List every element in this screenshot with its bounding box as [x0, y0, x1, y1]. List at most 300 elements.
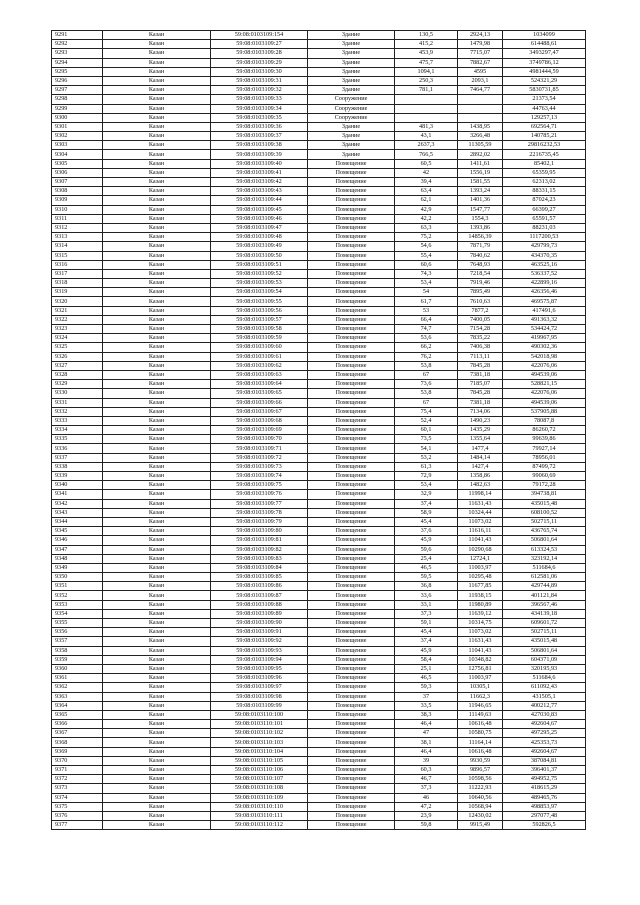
cadastral-number-cell: 59:08:0103110:100: [211, 710, 308, 719]
cadastral-number-cell: 59:08:0103109:68: [211, 416, 308, 425]
specific-value-cell: [458, 104, 503, 113]
object-type-cell: Помещение: [308, 444, 395, 453]
area-cell: 60,1: [395, 426, 458, 435]
area-cell: 58,4: [395, 655, 458, 664]
object-type-cell: Здание: [308, 122, 395, 131]
cadastral-number-cell: 59:08:0103109:53: [211, 279, 308, 288]
area-cell: 76,2: [395, 352, 458, 361]
object-type-cell: Помещение: [308, 168, 395, 177]
municipality-cell: Казан: [103, 784, 211, 793]
specific-value-cell: 11998,14: [458, 490, 503, 499]
specific-value-cell: 1438,95: [458, 122, 503, 131]
cadastral-value-cell: 429744,89: [503, 582, 586, 591]
table-row: [52, 481, 586, 490]
object-type-cell: Здание: [308, 49, 395, 58]
row-number-cell: 9340: [52, 481, 103, 490]
cadastral-number-cell: 59:08:0103109:32: [211, 86, 308, 95]
table-row: [52, 334, 586, 343]
area-cell: 23,9: [395, 811, 458, 820]
specific-value-cell: 11305,59: [458, 141, 503, 150]
municipality-cell: Казан: [103, 398, 211, 407]
row-number-cell: 9370: [52, 756, 103, 765]
object-type-cell: Помещение: [308, 196, 395, 205]
table-row: [52, 472, 586, 481]
cadastral-value-cell: 86260,72: [503, 426, 586, 435]
specific-value-cell: 10598,56: [458, 775, 503, 784]
object-type-cell: Помещение: [308, 481, 395, 490]
row-number-cell: 9333: [52, 416, 103, 425]
area-cell: 42: [395, 168, 458, 177]
object-type-cell: Помещение: [308, 664, 395, 673]
row-number-cell: 9291: [52, 31, 103, 40]
table-row: [52, 95, 586, 104]
area-cell: 59,8: [395, 821, 458, 830]
cadastral-value-cell: 604371,09: [503, 655, 586, 664]
cadastral-number-cell: 59:08:0103109:69: [211, 426, 308, 435]
row-number-cell: 9314: [52, 242, 103, 251]
object-type-cell: Помещение: [308, 536, 395, 545]
specific-value-cell: 11041,43: [458, 646, 503, 655]
table-row: [52, 646, 586, 655]
table-row: [52, 453, 586, 462]
area-cell: 25,1: [395, 664, 458, 673]
table-row: [52, 811, 586, 820]
municipality-cell: Казан: [103, 490, 211, 499]
table-row: [52, 674, 586, 683]
cadastral-number-cell: 59:08:0103110:112: [211, 821, 308, 830]
cadastral-value-cell: 1117200,53: [503, 233, 586, 242]
object-type-cell: Помещение: [308, 517, 395, 526]
specific-value-cell: 11003,97: [458, 563, 503, 572]
specific-value-cell: 1411,61: [458, 159, 503, 168]
row-number-cell: 9337: [52, 453, 103, 462]
municipality-cell: Казан: [103, 380, 211, 389]
cadastral-number-cell: 59:08:0103109:55: [211, 297, 308, 306]
row-number-cell: 9347: [52, 545, 103, 554]
municipality-cell: Казан: [103, 692, 211, 701]
row-number-cell: 9365: [52, 710, 103, 719]
object-type-cell: Помещение: [308, 527, 395, 536]
area-cell: 75,2: [395, 233, 458, 242]
area-cell: 59,3: [395, 683, 458, 692]
table-row: [52, 86, 586, 95]
area-cell: 46,5: [395, 674, 458, 683]
table-row: [52, 573, 586, 582]
specific-value-cell: 1358,86: [458, 472, 503, 481]
table-row: [52, 802, 586, 811]
table-row: [52, 701, 586, 710]
area-cell: 47: [395, 729, 458, 738]
specific-value-cell: 7882,67: [458, 58, 503, 67]
cadastral-value-cell: 511684,6: [503, 674, 586, 683]
cadastral-number-cell: 59:08:0103109:74: [211, 472, 308, 481]
object-type-cell: Помещение: [308, 600, 395, 609]
municipality-cell: Казан: [103, 49, 211, 58]
cadastral-number-cell: 59:08:0103109:91: [211, 628, 308, 637]
cadastral-number-cell: 59:08:0103109:67: [211, 407, 308, 416]
cadastral-value-cell: 417491,6: [503, 306, 586, 315]
object-type-cell: Помещение: [308, 178, 395, 187]
row-number-cell: 9304: [52, 150, 103, 159]
row-number-cell: 9329: [52, 380, 103, 389]
row-number-cell: 9341: [52, 490, 103, 499]
row-number-cell: 9363: [52, 692, 103, 701]
cadastral-value-cell: 99639,86: [503, 435, 586, 444]
municipality-cell: Казан: [103, 315, 211, 324]
cadastral-value-cell: 387084,81: [503, 756, 586, 765]
row-number-cell: 9308: [52, 187, 103, 196]
area-cell: 53,8: [395, 389, 458, 398]
row-number-cell: 9331: [52, 398, 103, 407]
cadastral-value-cell: 78087,8: [503, 416, 586, 425]
area-cell: 43,1: [395, 132, 458, 141]
municipality-cell: Казан: [103, 527, 211, 536]
cadastral-value-cell: 422076,06: [503, 389, 586, 398]
area-cell: 59,5: [395, 573, 458, 582]
area-cell: 37,3: [395, 609, 458, 618]
cadastral-number-cell: 59:08:0103109:95: [211, 664, 308, 673]
object-type-cell: Помещение: [308, 591, 395, 600]
table-row: [52, 187, 586, 196]
area-cell: 63,4: [395, 187, 458, 196]
row-number-cell: 9316: [52, 260, 103, 269]
specific-value-cell: 4595: [458, 67, 503, 76]
specific-value-cell: 10305,1: [458, 683, 503, 692]
object-type-cell: Сооружение: [308, 95, 395, 104]
object-type-cell: Помещение: [308, 692, 395, 701]
cadastral-value-cell: 140785,21: [503, 132, 586, 141]
object-type-cell: Помещение: [308, 710, 395, 719]
area-cell: 475,7: [395, 58, 458, 67]
cadastral-value-cell: 425353,73: [503, 738, 586, 747]
cadastral-number-cell: 59:08:0103109:87: [211, 591, 308, 600]
object-type-cell: Помещение: [308, 242, 395, 251]
cadastral-number-cell: 59:08:0103110:107: [211, 775, 308, 784]
area-cell: 46,4: [395, 747, 458, 756]
municipality-cell: Казан: [103, 453, 211, 462]
specific-value-cell: 11073,02: [458, 517, 503, 526]
municipality-cell: Казан: [103, 508, 211, 517]
area-cell: 73,5: [395, 435, 458, 444]
cadastral-number-cell: 59:08:0103109:99: [211, 701, 308, 710]
table-row: [52, 343, 586, 352]
table-row: [52, 738, 586, 747]
row-number-cell: 9323: [52, 325, 103, 334]
row-number-cell: 9318: [52, 279, 103, 288]
municipality-cell: Казан: [103, 655, 211, 664]
area-cell: 39,4: [395, 178, 458, 187]
cadastral-value-cell: 400212,77: [503, 701, 586, 710]
object-type-cell: Помещение: [308, 279, 395, 288]
area-cell: 2637,3: [395, 141, 458, 150]
object-type-cell: Помещение: [308, 738, 395, 747]
area-cell: 781,1: [395, 86, 458, 95]
specific-value-cell: 1355,64: [458, 435, 503, 444]
area-cell: 61,7: [395, 297, 458, 306]
specific-value-cell: 10616,48: [458, 747, 503, 756]
object-type-cell: Помещение: [308, 233, 395, 242]
row-number-cell: 9339: [52, 472, 103, 481]
row-number-cell: 9296: [52, 76, 103, 85]
municipality-cell: Казан: [103, 67, 211, 76]
cadastral-number-cell: 59:08:0103109:37: [211, 132, 308, 141]
cadastral-number-cell: 59:08:0103109:94: [211, 655, 308, 664]
object-type-cell: Помещение: [308, 729, 395, 738]
municipality-cell: Казан: [103, 600, 211, 609]
table-row: [52, 664, 586, 673]
specific-value-cell: 7113,11: [458, 352, 503, 361]
specific-value-cell: 1393,86: [458, 223, 503, 232]
cadastral-number-cell: 59:08:0103109:43: [211, 187, 308, 196]
row-number-cell: 9369: [52, 747, 103, 756]
row-number-cell: 9350: [52, 573, 103, 582]
object-type-cell: Помещение: [308, 720, 395, 729]
object-type-cell: Помещение: [308, 352, 395, 361]
area-cell: 73,6: [395, 380, 458, 389]
cadastral-value-cell: 536337,52: [503, 269, 586, 278]
cadastral-value-cell: 469575,87: [503, 297, 586, 306]
cadastral-value-cell: 396401,37: [503, 766, 586, 775]
object-type-cell: Помещение: [308, 646, 395, 655]
cadastral-number-cell: 59:08:0103110:108: [211, 784, 308, 793]
table-row: [52, 444, 586, 453]
cadastral-value-cell: 434139,18: [503, 609, 586, 618]
cadastral-number-cell: 59:08:0103109:59: [211, 334, 308, 343]
specific-value-cell: [458, 113, 503, 122]
municipality-cell: Казан: [103, 499, 211, 508]
cadastral-number-cell: 59:08:0103109:98: [211, 692, 308, 701]
row-number-cell: 9313: [52, 233, 103, 242]
table-row: [52, 508, 586, 517]
cadastral-number-cell: 59:08:0103109:97: [211, 683, 308, 692]
area-cell: 45,9: [395, 646, 458, 655]
cadastral-number-cell: 59:08:0103110:110: [211, 802, 308, 811]
specific-value-cell: 7871,79: [458, 242, 503, 251]
municipality-cell: Казан: [103, 297, 211, 306]
specific-value-cell: 7400,05: [458, 315, 503, 324]
cadastral-value-cell: 489465,76: [503, 793, 586, 802]
table-row: [52, 352, 586, 361]
area-cell: 60,5: [395, 159, 458, 168]
table-row: [52, 490, 586, 499]
specific-value-cell: 11149,63: [458, 710, 503, 719]
row-number-cell: 9305: [52, 159, 103, 168]
table-row: [52, 426, 586, 435]
municipality-cell: Казан: [103, 141, 211, 150]
municipality-cell: Казан: [103, 196, 211, 205]
cadastral-number-cell: 59:08:0103109:71: [211, 444, 308, 453]
row-number-cell: 9324: [52, 334, 103, 343]
row-number-cell: 9367: [52, 729, 103, 738]
table-row: [52, 563, 586, 572]
area-cell: 1094,1: [395, 67, 458, 76]
specific-value-cell: 11222,93: [458, 784, 503, 793]
table-row: [52, 655, 586, 664]
municipality-cell: Казан: [103, 223, 211, 232]
object-type-cell: Помещение: [308, 582, 395, 591]
object-type-cell: Помещение: [308, 288, 395, 297]
municipality-cell: Казан: [103, 279, 211, 288]
municipality-cell: Казан: [103, 793, 211, 802]
cadastral-number-cell: 59:08:0103109:70: [211, 435, 308, 444]
object-type-cell: Здание: [308, 86, 395, 95]
area-cell: 63,3: [395, 223, 458, 232]
area-cell: 62,1: [395, 196, 458, 205]
specific-value-cell: 3266,48: [458, 132, 503, 141]
municipality-cell: Казан: [103, 628, 211, 637]
row-number-cell: 9307: [52, 178, 103, 187]
specific-value-cell: 11041,43: [458, 536, 503, 545]
area-cell: 45,4: [395, 517, 458, 526]
object-type-cell: Помещение: [308, 674, 395, 683]
cadastral-number-cell: 59:08:0103109:77: [211, 499, 308, 508]
cadastral-value-cell: 497295,25: [503, 729, 586, 738]
cadastral-value-cell: 418615,29: [503, 784, 586, 793]
object-type-cell: Помещение: [308, 361, 395, 370]
municipality-cell: Казан: [103, 545, 211, 554]
area-cell: 59,1: [395, 619, 458, 628]
municipality-cell: Казан: [103, 591, 211, 600]
area-cell: 481,3: [395, 122, 458, 131]
specific-value-cell: 11616,11: [458, 527, 503, 536]
object-type-cell: Помещение: [308, 380, 395, 389]
cadastral-value-cell: 502715,11: [503, 628, 586, 637]
specific-value-cell: 12724,1: [458, 554, 503, 563]
table-row: [52, 260, 586, 269]
cadastral-value-cell: 506801,64: [503, 646, 586, 655]
table-row: [52, 76, 586, 85]
municipality-cell: Казан: [103, 251, 211, 260]
table-row: [52, 407, 586, 416]
cadastral-number-cell: 59:08:0103109:73: [211, 462, 308, 471]
object-type-cell: Помещение: [308, 334, 395, 343]
area-cell: 32,9: [395, 490, 458, 499]
table-row: [52, 692, 586, 701]
table-row: [52, 205, 586, 214]
specific-value-cell: 10295,48: [458, 573, 503, 582]
cadastral-number-cell: 59:08:0103110:102: [211, 729, 308, 738]
area-cell: 415,2: [395, 40, 458, 49]
area-cell: 33,5: [395, 701, 458, 710]
table-row: [52, 122, 586, 131]
object-type-cell: Помещение: [308, 187, 395, 196]
table-row: [52, 370, 586, 379]
cadastral-value-table: [51, 30, 586, 830]
cadastral-value-cell: 494539,06: [503, 370, 586, 379]
table-row: [52, 536, 586, 545]
cadastral-value-cell: 129257,13: [503, 113, 586, 122]
cadastral-number-cell: 59:08:0103109:63: [211, 370, 308, 379]
cadastral-value-cell: 3749786,12: [503, 58, 586, 67]
municipality-cell: Казан: [103, 95, 211, 104]
object-type-cell: Помещение: [308, 747, 395, 756]
table-row: [52, 416, 586, 425]
area-cell: 54,1: [395, 444, 458, 453]
table-row: [52, 233, 586, 242]
area-cell: 37: [395, 692, 458, 701]
specific-value-cell: 9930,59: [458, 756, 503, 765]
cadastral-value-cell: 88231,03: [503, 223, 586, 232]
municipality-cell: Казан: [103, 416, 211, 425]
cadastral-value-cell: 65359,95: [503, 168, 586, 177]
table-row: [52, 435, 586, 444]
row-number-cell: 9349: [52, 563, 103, 572]
specific-value-cell: 1547,77: [458, 205, 503, 214]
cadastral-value-cell: 88331,15: [503, 187, 586, 196]
object-type-cell: Помещение: [308, 159, 395, 168]
municipality-cell: Казан: [103, 775, 211, 784]
cadastral-number-cell: 59:08:0103110:109: [211, 793, 308, 802]
municipality-cell: Казан: [103, 150, 211, 159]
table-row: [52, 389, 586, 398]
cadastral-number-cell: 59:08:0103109:82: [211, 545, 308, 554]
row-number-cell: 9346: [52, 536, 103, 545]
cadastral-value-cell: 85402,1: [503, 159, 586, 168]
municipality-cell: Казан: [103, 168, 211, 177]
municipality-cell: Казан: [103, 242, 211, 251]
table-row: [52, 40, 586, 49]
specific-value-cell: 7845,28: [458, 361, 503, 370]
area-cell: 67: [395, 398, 458, 407]
municipality-cell: Казан: [103, 573, 211, 582]
cadastral-number-cell: 59:08:0103109:80: [211, 527, 308, 536]
object-type-cell: Помещение: [308, 343, 395, 352]
table-row: [52, 517, 586, 526]
area-cell: 39: [395, 756, 458, 765]
municipality-cell: Казан: [103, 554, 211, 563]
area-cell: 53,4: [395, 481, 458, 490]
municipality-cell: Казан: [103, 444, 211, 453]
area-cell: 33,1: [395, 600, 458, 609]
cadastral-value-cell: 608100,52: [503, 508, 586, 517]
municipality-cell: Казан: [103, 104, 211, 113]
row-number-cell: 9298: [52, 95, 103, 104]
area-cell: 37,6: [395, 527, 458, 536]
cadastral-value-cell: 494952,75: [503, 775, 586, 784]
object-type-cell: Помещение: [308, 435, 395, 444]
object-type-cell: Здание: [308, 58, 395, 67]
cadastral-value-cell: 692564,71: [503, 122, 586, 131]
object-type-cell: Помещение: [308, 426, 395, 435]
specific-value-cell: 1581,55: [458, 178, 503, 187]
cadastral-value-cell: 492604,67: [503, 747, 586, 756]
table-row: [52, 242, 586, 251]
row-number-cell: 9300: [52, 113, 103, 122]
table-row: [52, 720, 586, 729]
area-cell: 55,4: [395, 251, 458, 260]
cadastral-number-cell: 59:08:0103109:41: [211, 168, 308, 177]
municipality-cell: Казан: [103, 563, 211, 572]
cadastral-number-cell: 59:08:0103109:62: [211, 361, 308, 370]
specific-value-cell: 7835,22: [458, 334, 503, 343]
row-number-cell: 9326: [52, 352, 103, 361]
object-type-cell: Здание: [308, 141, 395, 150]
object-type-cell: Здание: [308, 132, 395, 141]
cadastral-value-cell: 4981444,59: [503, 67, 586, 76]
table-row: [52, 251, 586, 260]
specific-value-cell: 10616,48: [458, 720, 503, 729]
municipality-cell: Казан: [103, 370, 211, 379]
cadastral-value-cell: 401121,84: [503, 591, 586, 600]
row-number-cell: 9360: [52, 664, 103, 673]
area-cell: 53: [395, 306, 458, 315]
row-number-cell: 9362: [52, 683, 103, 692]
cadastral-number-cell: 59:08:0103110:111: [211, 811, 308, 820]
cadastral-value-cell: 506801,64: [503, 536, 586, 545]
cadastral-number-cell: 59:08:0103109:83: [211, 554, 308, 563]
object-type-cell: Помещение: [308, 655, 395, 664]
municipality-cell: Казан: [103, 481, 211, 490]
